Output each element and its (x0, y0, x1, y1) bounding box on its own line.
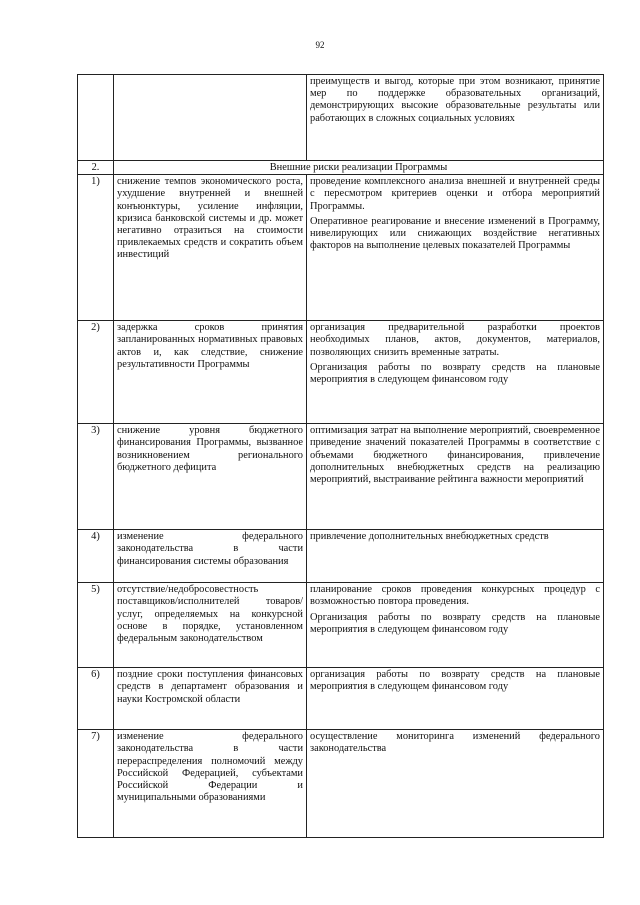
table-row (78, 668, 604, 730)
section-heading: Внешние риски реализации Программы (114, 161, 604, 175)
measure-paragraph: организация предварительной разработки проектов необходимых планов, актов, документов, материалов, позволяющих снизить временные затраты. (310, 322, 600, 358)
table-row (78, 75, 604, 161)
row-number: 2. (78, 161, 114, 175)
risk-measures (307, 668, 604, 730)
table-row (78, 175, 604, 321)
risk-measures (307, 530, 604, 583)
measure-paragraph: оптимизация затрат на выполнение мероприятий, своевременное приведение значений показателей Программы в соответствие с объемами бюджетного финансирования, привлечение дополнительных внебюджетных средств на реализацию мероприятий, выстраивание рейтинга важности мероприятий (310, 425, 600, 486)
risk-description: снижение темпов экономического роста, ухудшение внутренней и внешней конъюнктуры, усиление инфляции, кризиса банковской системы и др. может негативно отразиться на стоимости привлекаемых средств и сократить объем инвестиций (114, 175, 307, 321)
risk-description: задержка сроков принятия запланированных нормативных правовых актов и, как следствие, снижение результативности Программы (114, 321, 307, 424)
row-number (78, 75, 114, 161)
table-row (78, 583, 604, 668)
measure-paragraph: проведение комплексного анализа внешней и внутренней среды с пересмотром критериев оценки и отбора мероприятий Программы. (310, 176, 600, 212)
measure-paragraph: привлечение дополнительных внебюджетных средств (310, 531, 549, 543)
measure-paragraph: преимуществ и выгод, которые при этом возникают, принятие мер по поддержке образовательных организаций, демонстрирующих высокие образовательные результаты или работающих в сложных социальных условиях (310, 76, 600, 124)
risk-description (114, 75, 307, 161)
risk-description: изменение федерального законодательства в части перераспределения полномочий между Российской Федерацией, субъектами Российской Федерации и муниципальными образованиями (114, 730, 307, 838)
measure-paragraph: осуществление мониторинга изменений федерального законодательства (310, 731, 600, 755)
row-number: 4) (78, 530, 114, 583)
risk-measures (307, 75, 604, 161)
row-number: 5) (78, 583, 114, 668)
table-row (78, 530, 604, 583)
risk-measures (307, 175, 604, 321)
page-number: 92 (315, 40, 325, 50)
table-row (78, 730, 604, 838)
risk-table (77, 74, 604, 838)
risk-measures (307, 730, 604, 838)
risk-measures (307, 424, 604, 530)
table-row (78, 424, 604, 530)
risk-measures (307, 583, 604, 668)
row-number: 3) (78, 424, 114, 530)
measure-paragraph: Организация работы по возврату средств на плановые мероприятия в следующем финансовом году (310, 611, 600, 635)
risk-measures (307, 321, 604, 424)
row-number: 2) (78, 321, 114, 424)
measure-paragraph: Организация работы по возврату средств на плановые мероприятия в следующем финансовом году (310, 361, 600, 386)
section-heading-row (78, 161, 604, 175)
risk-description: поздние сроки поступления финансовых средств в департамент образования и науки Костромской области (114, 668, 307, 730)
table-row (78, 321, 604, 424)
risk-description: снижение уровня бюджетного финансирования Программы, вызванное возникновением регионального бюджетного дефицита (114, 424, 307, 530)
measure-paragraph: Оперативное реагирование и внесение изменений в Программу, нивелирующих или снижающих воздействие негативных факторов на выполнение целевых показателей Программы (310, 215, 600, 252)
row-number: 1) (78, 175, 114, 321)
row-number: 7) (78, 730, 114, 838)
risk-description: отсутствие/недобросовестность поставщиков/исполнителей товаров/услуг, определяемых на конкурсной основе в порядке, установленном федеральным законодательством (114, 583, 307, 668)
measure-paragraph: организация работы по возврату средств на плановые мероприятия в следующем финансовом году (310, 669, 600, 693)
row-number: 6) (78, 668, 114, 730)
risk-description: изменение федерального законодательства в части финансирования системы образования (114, 530, 307, 583)
measure-paragraph: планирование сроков проведения конкурсных процедур с возможностью повтора проведения. (310, 584, 600, 608)
